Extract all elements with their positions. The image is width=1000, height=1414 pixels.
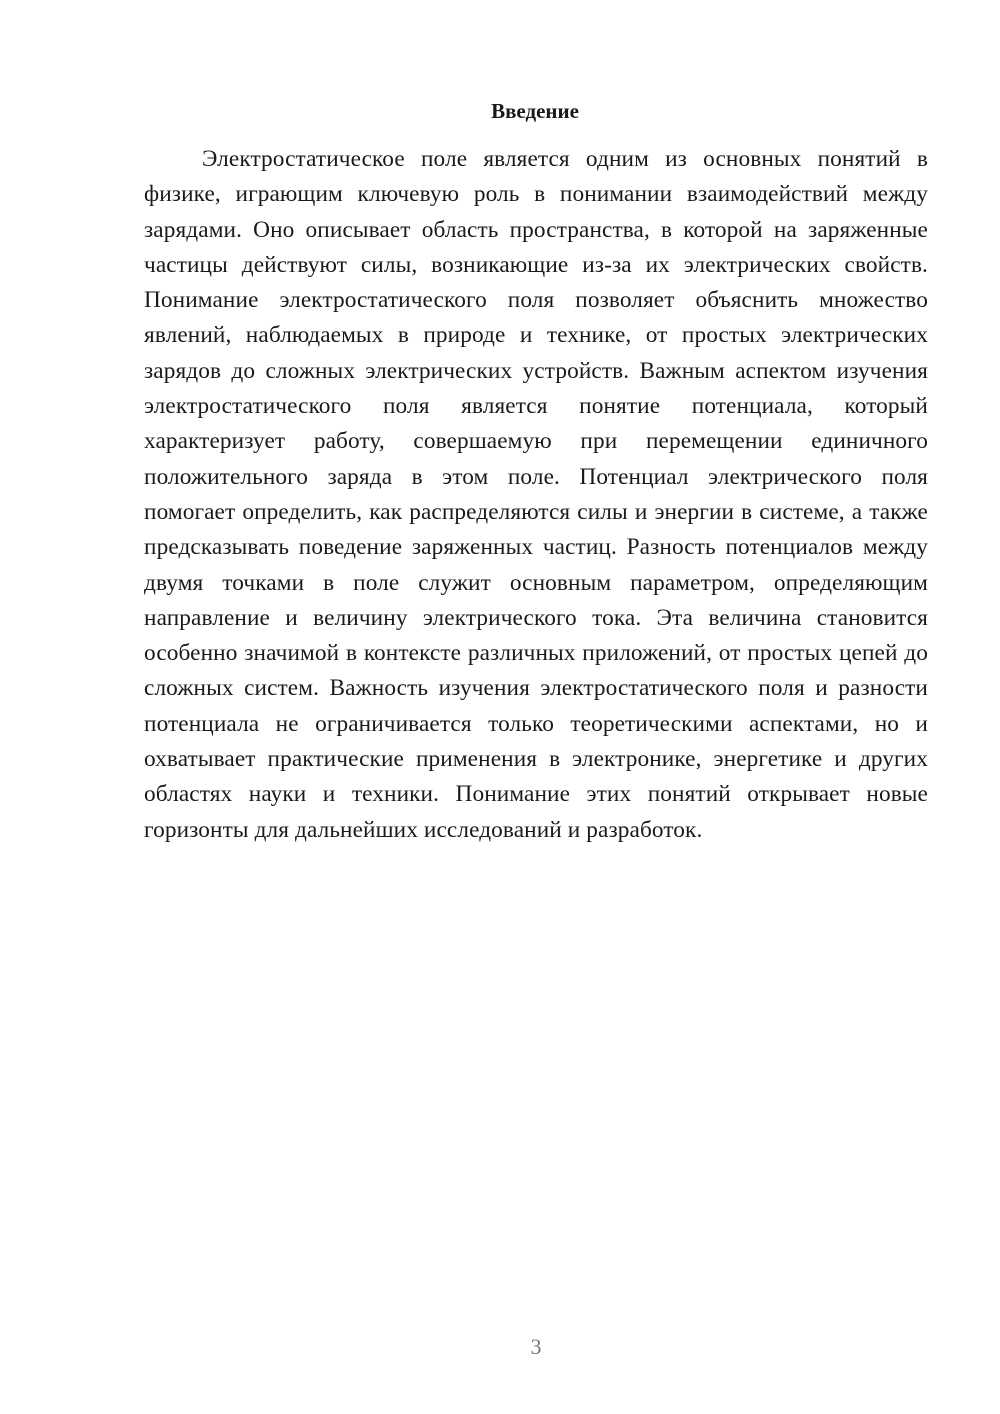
- section-heading: Введение: [491, 99, 579, 123]
- page-number: 3: [530, 1334, 542, 1359]
- body-paragraph: Электростатическое поле является одним из основных понятий в физике, играющим ключевую роль в понимании взаимодействий между зарядами. Оно описывает область пространства, в которой на заряженные частицы действуют силы, возникающие из-за их электрических свойств. Понимание электростатического поля позволяет объяснить множество явлений, наблюдаемых в природе и технике, от простых электрических зарядов до сложных электрических устройств. Важным аспектом изучения электростатического поля является понятие потенциала, который характеризует работу, совершаемую при перемещении единичного положительного заряда в этом поле. Потенциал электрического поля помогает определить, как распределяются силы и энергии в системе, а также предсказывать поведение заряженных частиц. Разность потенциалов между двумя точками в поле служит основным параметром, определяющим направление и величину электрического тока. Эта величина становится особенно значимой в контексте различных приложений, от простых цепей до сложных систем. Важность изучения электростатического поля и разности потенциала не ограничивается только теоретическими аспектами, но и охватывает практические применения в электронике, энергетике и других областях науки и техники. Понимание этих понятий открывает новые горизонты для дальнейших исследований и разработок.: [144, 146, 928, 843]
